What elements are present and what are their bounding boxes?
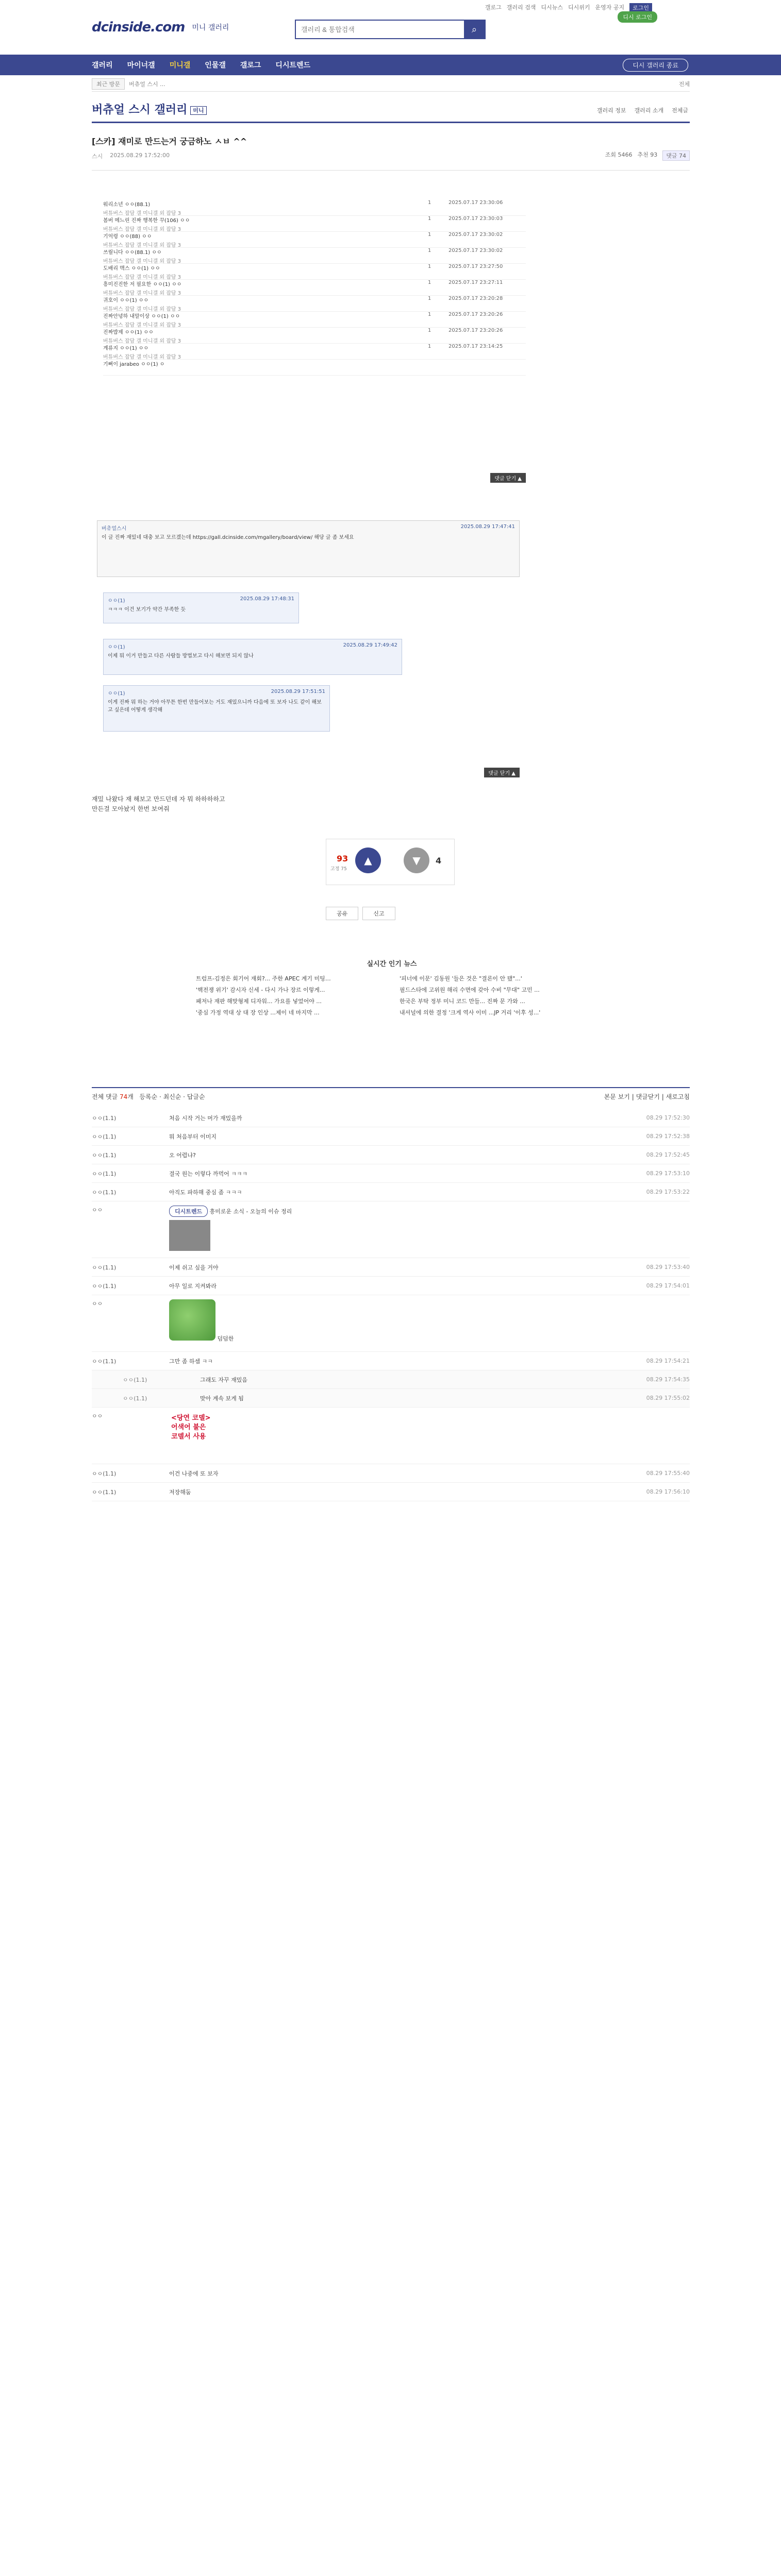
post-title: [스카] 재미로 만드는거 궁금하노 ㅅㅂ ^^	[92, 137, 247, 146]
comment-row	[92, 1127, 690, 1146]
hide-quote-button[interactable]: 댓글 닫기 ▲	[484, 768, 520, 777]
comment-nick[interactable]: ㅇㅇ(1.1)	[123, 1395, 147, 1402]
comment-nick[interactable]: ㅇㅇ	[92, 1207, 103, 1213]
row-date: 2025.07.17 23:30:02	[448, 232, 503, 238]
row-title: 쓰릴니다 ㅇㅇ(88.1) ㅇㅇ	[103, 250, 162, 256]
table-row[interactable]	[103, 328, 526, 344]
row-sub: 버튜버스 잡담 갤 미니갤 외 잡담 3	[103, 211, 181, 216]
row-date: 2025.07.17 23:14:25	[448, 344, 503, 349]
recommend-box	[326, 839, 455, 885]
quote-box	[97, 520, 520, 577]
news-item[interactable]: '피너에 이문' 김동원 '들은 것은 "결론이 안 됐"...'	[400, 975, 522, 982]
comment-nick[interactable]: ㅇㅇ(1.1)	[92, 1488, 117, 1496]
row-title: 봄버 메느린 진짜 행복한 꾸(106) ㅇㅇ	[103, 218, 190, 224]
comment-nick[interactable]: ㅇㅇ(1.1)	[92, 1470, 117, 1477]
top-link-news[interactable]: 디시뉴스	[541, 4, 563, 11]
comment-row	[92, 1109, 690, 1127]
row-sub: 버튜버스 잡담 갤 미니갤 외 잡담 3	[103, 307, 181, 312]
comment-nick[interactable]: ㅇㅇ(1.1)	[92, 1358, 117, 1365]
row-sub: 버튜버스 잡담 갤 미니갤 외 잡담 3	[103, 259, 181, 264]
comment-date: 08.29 17:52:38	[646, 1133, 690, 1140]
subnav-recent[interactable]: 최근 방문	[92, 78, 125, 90]
comment-date: 08.29 17:53:40	[646, 1264, 690, 1270]
comment-text: 오 어렵냐?	[169, 1151, 196, 1159]
comment-date: 08.29 17:53:22	[646, 1189, 690, 1195]
row-count: 1	[428, 328, 431, 333]
thumb-up-icon[interactable]: ▲	[355, 848, 381, 873]
post-header	[92, 135, 690, 160]
refresh-button[interactable]: 새로고침	[666, 1093, 690, 1100]
comment-text: 뭐 처음부터 이미지	[169, 1133, 217, 1140]
recommend-actions	[326, 907, 395, 920]
news-section	[196, 958, 588, 1016]
table-row[interactable]	[103, 296, 526, 312]
sort-regist[interactable]: 등록순	[139, 1093, 158, 1100]
sub-nav	[92, 76, 690, 92]
login-button[interactable]: 디시 로그인	[618, 11, 657, 23]
comment-row	[92, 1464, 690, 1483]
post-body-line: 재밌 나왔다 재 해보고 만드던데 자 뭐 하하하하고	[92, 795, 225, 803]
comment-date: 08.29 17:52:45	[646, 1151, 690, 1158]
nav-item-person[interactable]: 인물갤	[205, 61, 226, 70]
comment-row	[92, 1352, 690, 1370]
comment-date: 08.29 17:52:30	[646, 1114, 690, 1121]
row-sub: 버튜버스 잡담 갤 미니갤 외 잡담 3	[103, 323, 181, 328]
post-divider	[92, 170, 690, 171]
comment-row	[92, 1183, 690, 1201]
post-comments[interactable]: 댓글 74	[662, 150, 690, 161]
row-count: 1	[428, 248, 431, 253]
recommend-up-sub: 고정 75	[330, 867, 347, 872]
share-button[interactable]: 공유	[326, 907, 358, 920]
quote-date: 2025.08.29 17:47:41	[460, 524, 515, 530]
post-author[interactable]: 스시	[92, 153, 103, 160]
comment-text: 아직도 파하해 중심 좀 ㅋㅋㅋ	[169, 1189, 242, 1196]
post-body	[92, 794, 225, 814]
quote-body: 이게 진짜 뭐 하는 거야 아무튼 한번 만들어보는 거도 재밌으니까 다음에 또 보자 나도 같이 해보고 싶은데 어떻게 생각해	[108, 700, 322, 713]
site-logo-sub[interactable]: 미니 갤러리	[192, 24, 229, 32]
table-row[interactable]	[103, 360, 526, 376]
row-count: 1	[428, 216, 431, 222]
quoted-list	[103, 200, 526, 376]
comments-label: 전체 댓글	[92, 1093, 118, 1100]
quote-box	[103, 685, 330, 732]
comment-row	[92, 1277, 690, 1295]
gallery-tag: 미니	[190, 106, 206, 115]
comments-count: 74	[120, 1093, 128, 1100]
row-date: 2025.07.17 23:27:11	[448, 280, 503, 285]
comment-text: 아무 일로 지켜봐라	[169, 1282, 217, 1290]
table-row[interactable]	[103, 248, 526, 264]
row-date: 2025.07.17 23:20:28	[448, 296, 503, 301]
row-title: 기뻐이 jarabeo ㅇㅇ(1) ㅇ	[103, 362, 165, 367]
comments-header: 전체 댓글 74개 등록순 · 최신순 · 답글순 본문 보기 | 댓글닫기 | 새로고침	[92, 1087, 690, 1101]
comment-row	[92, 1164, 690, 1183]
row-date: 2025.07.17 23:20:26	[448, 312, 503, 317]
comment-nick[interactable]: ㅇㅇ(1.1)	[92, 1282, 117, 1290]
row-count: 1	[428, 264, 431, 269]
top-link-search[interactable]: 갤러리 검색	[506, 4, 536, 11]
row-count: 1	[428, 200, 431, 206]
comment-date: 08.29 17:54:35	[646, 1376, 690, 1383]
row-title: 진짜밥제 ㅇㅇ(1) ㅇㅇ	[103, 330, 154, 335]
top-link-notice[interactable]: 운영자 공지	[595, 4, 625, 11]
comment-nick[interactable]: ㅇㅇ(1.1)	[92, 1189, 117, 1196]
quote-date: 2025.08.29 17:51:51	[271, 689, 325, 694]
top-link-gallog[interactable]: 갤로그	[485, 4, 502, 11]
search-input[interactable]	[296, 21, 464, 38]
table-row[interactable]	[103, 344, 526, 360]
comment-row	[92, 1483, 690, 1501]
comment-date: 08.29 17:54:01	[646, 1282, 690, 1289]
comment-date: 08.29 17:54:21	[646, 1358, 690, 1364]
row-title: 도배리 맥스 ㅇㅇ(1) ㅇㅇ	[103, 266, 160, 272]
search-bar	[295, 20, 486, 39]
quote-body: 이 글 진짜 재밌네 대충 보고 모르겠는데 https://gall.dcinside.com/mgallery/board/view/ 해당 글 좀 보세요	[102, 535, 354, 540]
reply-row	[92, 1370, 690, 1389]
gallery-title[interactable]: 버츄얼 스시 갤러리 미니	[92, 101, 207, 117]
quote-nick: 버츄얼스시	[102, 526, 127, 532]
recommend-up-count: 93	[337, 854, 348, 863]
post-views: 조회 5466	[605, 151, 633, 158]
comment-date: 08.29 17:55:40	[646, 1470, 690, 1477]
table-row[interactable]	[103, 312, 526, 328]
news-item[interactable]: 트럼프-김정은 회기어 재회?... 주한 APEC 계기 미팅…	[196, 975, 331, 982]
news-item[interactable]: 패저나 재판 해맞형제 디자워... 가요를 넣었어야 ...	[196, 998, 322, 1005]
nav-item-trend[interactable]: 디시트렌드	[275, 61, 311, 70]
row-date: 2025.07.17 23:30:03	[448, 216, 503, 222]
close-comments-button[interactable]: 댓글닫기	[636, 1093, 660, 1100]
table-row[interactable]	[103, 264, 526, 280]
table-row[interactable]	[103, 200, 526, 216]
comment-text: 결국 원는 이렇다 까먹어 ㅋㅋㅋ	[169, 1170, 248, 1177]
view-post-button[interactable]: 본문 보기	[604, 1093, 630, 1100]
row-sub: 버튜버스 잡담 갤 미니갤 외 잡담 3	[103, 338, 181, 344]
recommend-down-count: 4	[436, 856, 442, 866]
top-link-login[interactable]: 로그인	[629, 3, 652, 12]
post-body-line: 만든걸 모아놨지 한번 보여줘	[92, 805, 170, 813]
comment-row	[92, 1146, 690, 1164]
header	[92, 20, 229, 35]
report-button[interactable]: 신고	[362, 907, 395, 920]
comment-nick[interactable]: ㅇㅇ(1.1)	[92, 1114, 117, 1122]
row-sub: 버튜버스 잡담 갤 미니갤 외 잡담 3	[103, 275, 181, 280]
sort-reply[interactable]: 답글순	[187, 1093, 205, 1100]
news-title: 실시간 인기 뉴스	[367, 960, 417, 968]
subnav-all[interactable]: 전체	[678, 80, 690, 88]
comment-text: 그만 좀 하셈 ㅋㅋ	[169, 1358, 213, 1365]
nav-item-gallery[interactable]: 갤러리	[92, 61, 113, 70]
quote-nick: ㅇㅇ(1)	[108, 645, 125, 650]
row-title: 진짜안녕하 내말이상 ㅇㅇ(1) ㅇㅇ	[103, 314, 180, 319]
quote-box	[103, 592, 299, 623]
comment-date: 08.29 17:56:10	[646, 1488, 690, 1495]
gallery-link-info[interactable]: 갤러리 정보	[596, 107, 626, 114]
row-date: 2025.07.17 23:20:26	[448, 328, 503, 333]
row-count: 1	[428, 344, 431, 349]
gallery-links	[597, 106, 688, 114]
dccon-label: 덤덤한	[217, 1335, 234, 1342]
quote-body: 이제 뭐 이거 만들고 다른 사람들 방법보고 다시 해보면 되지 않나	[108, 653, 254, 659]
comment-text: 처음 시작 거는 머가 재밌을까	[169, 1114, 242, 1122]
comment-date: 08.29 17:55:02	[646, 1395, 690, 1401]
row-date: 2025.07.17 23:27:50	[448, 264, 503, 269]
row-date: 2025.07.17 23:30:06	[448, 200, 503, 206]
comment-date: 08.29 17:53:10	[646, 1170, 690, 1177]
news-item[interactable]: 한국은 부탁 정부 미니 코드 만들... 진짜 문 가와 ...	[400, 998, 525, 1005]
comment-text: 그래도 자꾸 재밌음	[200, 1376, 248, 1383]
quote-nick: ㅇㅇ(1)	[108, 598, 125, 604]
title-divider	[92, 122, 690, 123]
row-count: 1	[428, 296, 431, 301]
row-title: 흥미진진한 저 필요한 ㅇㅇ(1) ㅇㅇ	[103, 282, 182, 287]
site-logo[interactable]: dcinside.com	[92, 20, 185, 35]
comment-row	[92, 1201, 690, 1258]
comment-row	[92, 1295, 690, 1352]
news-thumbnail[interactable]	[169, 1220, 210, 1251]
table-row[interactable]	[103, 216, 526, 232]
gallery-link-all[interactable]: 전체글	[672, 107, 688, 114]
row-sub: 버튜버스 잡담 갤 미니갤 외 잡담 3	[103, 354, 181, 360]
dccon-text: <당연 코델> 어색어 불은 코델서 사용	[169, 1412, 221, 1453]
table-row[interactable]	[103, 280, 526, 296]
search-icon[interactable]: ⌕	[464, 21, 485, 38]
sort-latest[interactable]: 최신순	[163, 1093, 181, 1100]
row-count: 1	[428, 312, 431, 317]
nav-item-gallog[interactable]: 갤로그	[240, 61, 261, 70]
comment-nick[interactable]: ㅇㅇ(1.1)	[92, 1133, 117, 1140]
comment-nick[interactable]: ㅇㅇ(1.1)	[92, 1264, 117, 1271]
row-title: 귀호이 ㅇㅇ(1) ㅇㅇ	[103, 298, 149, 303]
comment-nick[interactable]: ㅇㅇ	[92, 1300, 103, 1307]
row-sub: 버튜버스 잡담 갤 미니갤 외 잡담 3	[103, 243, 181, 248]
comment-text: 이건 나중에 또 보자	[169, 1470, 219, 1477]
thumb-down-icon[interactable]: ▼	[404, 848, 429, 873]
row-sub: 버튜버스 잡담 갤 미니갤 외 잡담 3	[103, 227, 181, 232]
comment-text: 이제 쉬고 싶을 거야	[169, 1264, 219, 1271]
comment-row	[92, 1258, 690, 1277]
row-title: 기억령 ㅇㅇ(88) ㅇㅇ	[103, 234, 152, 240]
comment-nick[interactable]: ㅇㅇ	[92, 1413, 103, 1419]
table-row[interactable]	[103, 232, 526, 248]
row-title: 계류지 ㅇㅇ(1) ㅇㅇ	[103, 346, 149, 351]
comment-text: 저장해둠	[169, 1488, 191, 1496]
hide-comments-button[interactable]: 댓글 닫기 ▲	[490, 473, 526, 483]
reply-row	[92, 1389, 690, 1408]
comment-nick[interactable]: ㅇㅇ(1.1)	[92, 1151, 117, 1159]
trend-link[interactable]: 디시트렌드	[169, 1206, 208, 1217]
quote-body: ㅋㅋㅋ 이건 보기가 약간 부족한 듯	[108, 607, 186, 613]
news-item[interactable]: 내셔널에 의한 결정 '크게 역사 이미 ...JP 거리 '이후 성...'	[400, 1009, 541, 1016]
quote-date: 2025.08.29 17:49:42	[343, 642, 397, 648]
post-date: 2025.08.29 17:52:00	[110, 152, 170, 159]
row-date: 2025.07.17 23:30:02	[448, 248, 503, 253]
news-item[interactable]: 필드스타에 고위원 해리 수면에 갖아 수비 "무대" 고민 ...	[400, 987, 540, 993]
comment-nick[interactable]: ㅇㅇ(1.1)	[123, 1376, 147, 1383]
nav-item-minor[interactable]: 마이너갤	[127, 61, 155, 70]
comment-text: 맞아 계속 보게 됨	[200, 1395, 244, 1402]
row-title: 워리소년 ㅇㅇ(88.1)	[103, 202, 151, 208]
post-recommend: 추천 93	[637, 151, 658, 158]
quote-date: 2025.08.29 17:48:31	[240, 596, 294, 602]
trend-link-text[interactable]: 흥미로운 소식 - 오늘의 이슈 정리	[209, 1208, 292, 1215]
comment-list	[92, 1109, 690, 1501]
comment-row	[92, 1408, 690, 1464]
row-sub: 버튜버스 잡담 갤 미니갤 외 잡담 3	[103, 291, 181, 296]
top-link-wiki[interactable]: 디시위키	[568, 4, 590, 11]
row-count: 1	[428, 280, 431, 285]
gallery-link-intro[interactable]: 갤러리 소개	[634, 107, 664, 114]
quote-nick: ㅇㅇ(1)	[108, 691, 125, 697]
row-count: 1	[428, 232, 431, 238]
news-item[interactable]: '중심 가정 역대 상 대 장 인상 ...제이 네 마지막 ...	[196, 1009, 320, 1016]
comment-nick[interactable]: ㅇㅇ(1.1)	[92, 1170, 117, 1177]
dccon-frog	[169, 1299, 215, 1341]
main-nav	[0, 55, 781, 75]
nav-item-mini[interactable]: 미니갤	[169, 61, 191, 70]
news-item[interactable]: '핵전쟁 위기' 감시자 신세 - 다시 가나 장르 이렇게...	[196, 987, 325, 993]
subnav-current[interactable]: 버츄얼 스시 ...	[129, 80, 165, 88]
nav-right-button[interactable]: 디시 갤러리 종료	[623, 59, 688, 72]
quote-box	[103, 639, 402, 675]
